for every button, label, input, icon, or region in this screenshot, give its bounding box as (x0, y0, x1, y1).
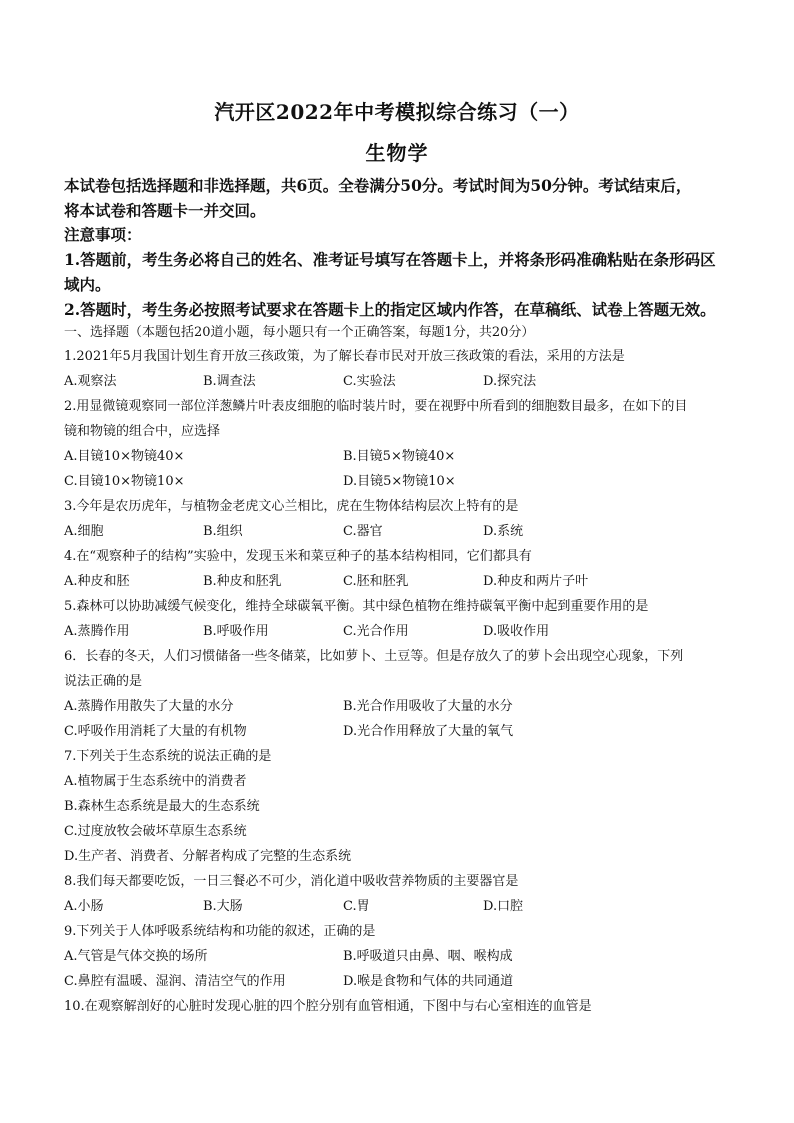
question-stem: 2.用显微镜观察同一部位洋葱鳞片叶表皮细胞的临时装片时，要在视野中所看到的细胞数目最多，在如下的目 (64, 399, 688, 414)
question-stem: 10.在观察解剖好的心脏时发现心脏的四个腔分别有血管相通，下图中与右心室相连的血管是 (64, 999, 592, 1014)
option-c: C.过度放牧会破坏草原生态系统 (64, 824, 247, 839)
option-d: D.探究法 (483, 374, 537, 389)
option-b: B.呼吸道只由鼻、咽、喉构成 (343, 949, 513, 964)
option-d: D.口腔 (483, 899, 524, 914)
question-stem: 5.森林可以协助减缓气候变化，维持全球碳氧平衡。其中绿色植物在维持碳氧平衡中起到重要作用的是 (64, 599, 649, 614)
notice-item: 域内。 (64, 275, 111, 294)
option-b: B.光合作用吸收了大量的水分 (343, 699, 513, 714)
option-b: B.呼吸作用 (203, 624, 269, 639)
option-b: B.种皮和胚乳 (203, 574, 282, 589)
option-a: A.气管是气体交换的场所 (64, 949, 208, 964)
option-c: C.鼻腔有温暖、湿润、清洁空气的作用 (64, 974, 286, 989)
option-b: B.组织 (203, 524, 243, 539)
intro-line: 本试卷包括选择题和非选择题，共6页。全卷满分50分。考试时间为50分钟。考试结束后， (64, 176, 692, 195)
notice-item: 2.答题时，考生务必按照考试要求在答题卡上的指定区域内作答，在草稿纸、试卷上答题无效。 (64, 300, 716, 319)
option-b: B.大肠 (203, 899, 243, 914)
option-c: C.胚和胚乳 (343, 574, 409, 589)
option-b: B.森林生态系统是最大的生态系统 (64, 799, 260, 814)
question-stem: 6．长春的冬天，人们习惯储备一些冬储菜，比如萝卜、土豆等。但是存放久了的萝卜会出现空心现象，下列 (64, 649, 684, 664)
option-c: C.目镜10×物镜10× (64, 474, 185, 489)
option-a: A.蒸腾作用散失了大量的水分 (64, 699, 234, 714)
option-d: D.系统 (483, 524, 524, 539)
option-d: D.生产者、消费者、分解者构成了完整的生态系统 (64, 849, 352, 864)
option-a: A.细胞 (64, 524, 104, 539)
option-d: D.目镜5×物镜10× (343, 474, 456, 489)
question-stem: 1.2021年5月我国计划生育开放三孩政策，为了解长春市民对开放三孩政策的看法，采用的方法是 (64, 349, 625, 364)
option-a: A.目镜10×物镜40× (64, 449, 185, 464)
intro-line: 将本试卷和答题卡一并交回。 (64, 201, 266, 220)
option-a: A.种皮和胚 (64, 574, 130, 589)
exam-title: 汽开区2022年中考模拟综合练习（一） (214, 100, 580, 124)
option-d: D.种皮和两片子叶 (483, 574, 589, 589)
question-stem: 8.我们每天都要吃饭，一日三餐必不可少，消化道中吸收营养物质的主要器官是 (64, 874, 519, 889)
option-a: A.观察法 (64, 374, 117, 389)
option-c: C.器官 (343, 524, 383, 539)
option-d: D.光合作用释放了大量的氧气 (343, 724, 514, 739)
option-c: C.实验法 (343, 374, 396, 389)
option-d: D.吸收作用 (483, 624, 550, 639)
option-d: D.喉是食物和气体的共同通道 (343, 974, 514, 989)
question-stem: 说法正确的是 (64, 674, 143, 689)
question-stem: 镜和物镜的组合中，应选择 (64, 424, 221, 439)
option-b: B.目镜5×物镜40× (343, 449, 456, 464)
option-c: C.呼吸作用消耗了大量的有机物 (64, 724, 247, 739)
option-a: A.小肠 (64, 899, 104, 914)
option-a: A.植物属于生态系统中的消费者 (64, 774, 247, 789)
notice-item: 1.答题前，考生务必将自己的姓名、准考证号填写在答题卡上，并将条形码准确粘贴在条形码区 (64, 250, 716, 269)
option-c: C.光合作用 (343, 624, 409, 639)
question-stem: 4.在“观察种子的结构”实验中，发现玉米和菜豆种子的基本结构相同，它们都具有 (64, 549, 532, 564)
question-stem: 7.下列关于生态系统的说法正确的是 (64, 749, 272, 764)
option-c: C.胃 (343, 899, 370, 914)
section-heading: 一、选择题（本题包括20道小题，每小题只有一个正确答案，每题1分，共20分） (64, 325, 535, 340)
option-a: A.蒸腾作用 (64, 624, 130, 639)
question-stem: 9.下列关于人体呼吸系统结构和功能的叙述，正确的是 (64, 924, 376, 939)
option-b: B.调查法 (203, 374, 256, 389)
question-stem: 3.今年是农历虎年，与植物金老虎文心兰相比，虎在生物体结构层次上特有的是 (64, 499, 519, 514)
subject-title: 生物学 (365, 141, 429, 165)
notice-title: 注意事项： (64, 225, 142, 244)
